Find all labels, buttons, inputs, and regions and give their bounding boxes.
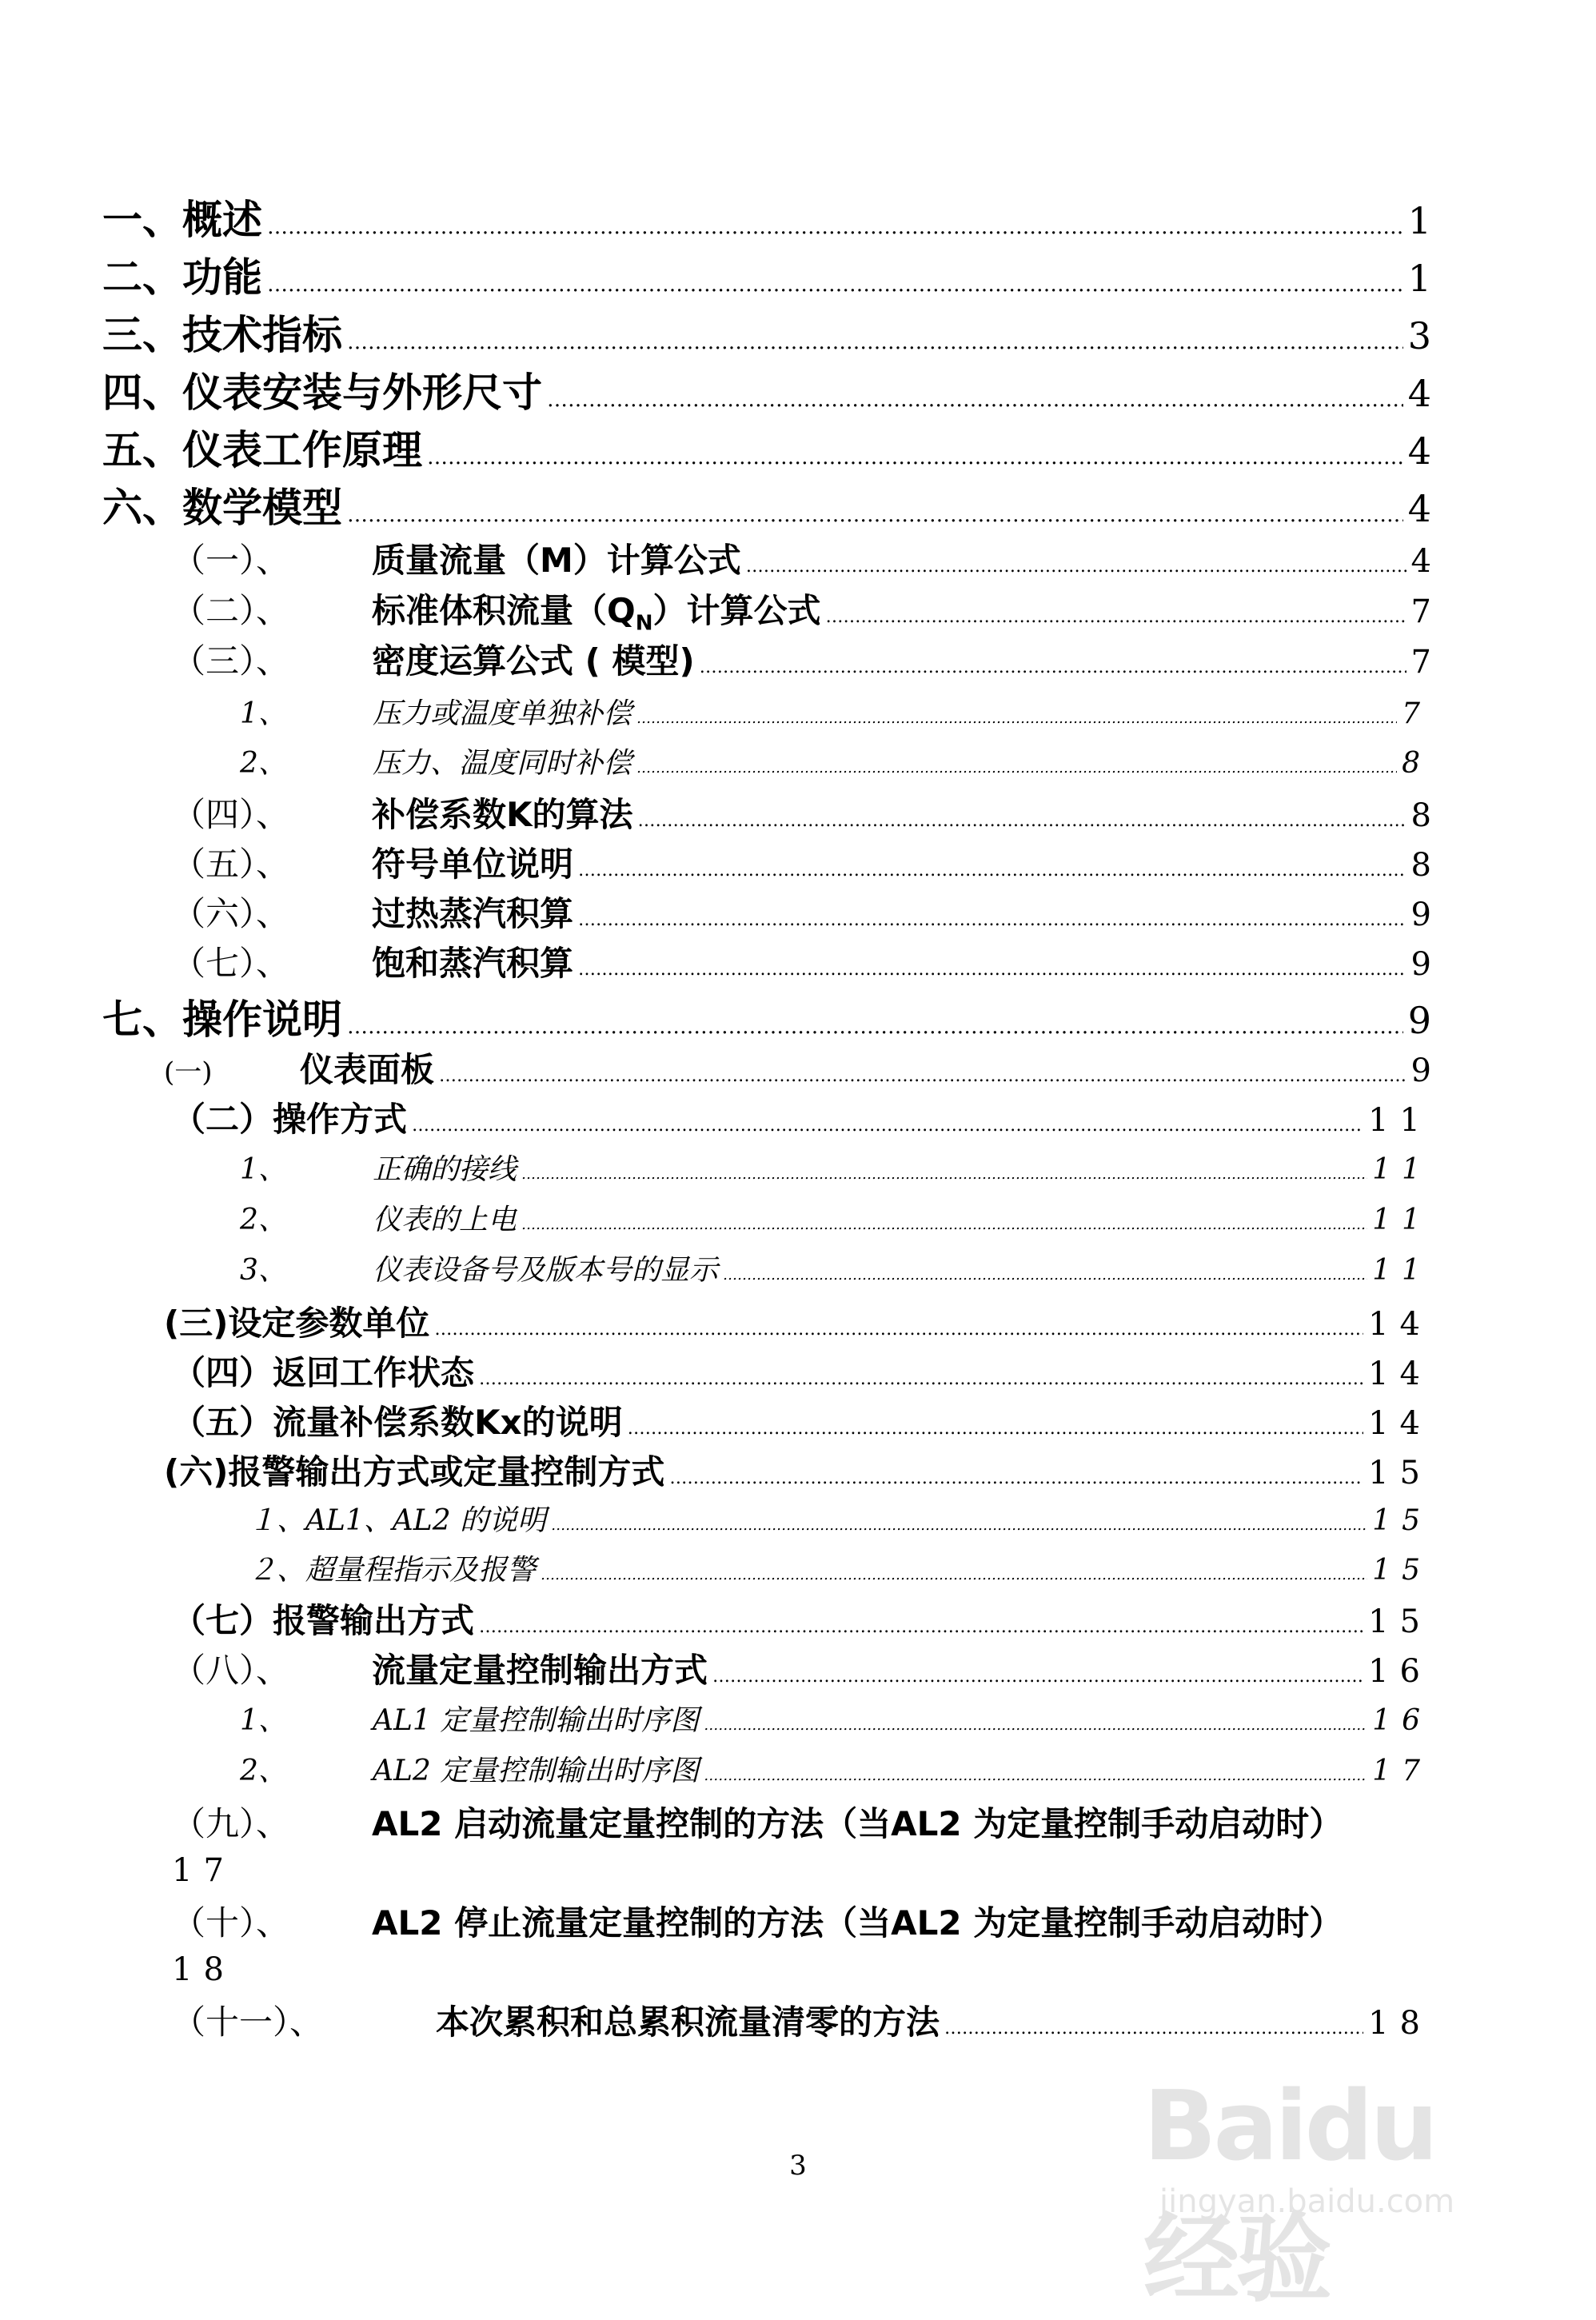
toc-title: 仪表安装与外形尺寸 (182, 369, 542, 416)
dot-leader (826, 607, 1406, 627)
toc-page-number: 7 (1402, 697, 1431, 730)
toc-title: 质量流量（M）计算公式 (372, 541, 741, 580)
dot-leader (578, 960, 1406, 980)
toc-entry-7-1 (164, 1044, 1431, 1093)
toc-title: AL2 定量控制输出时序图 (373, 1755, 700, 1787)
toc-page-number: 11 (1372, 1153, 1431, 1186)
toc-number: 七、 (102, 996, 182, 1043)
dot-leader (712, 1667, 1363, 1687)
toc-page-number: 15 (1372, 1554, 1431, 1587)
dot-leader (578, 910, 1406, 930)
toc-page-number: 17 (1372, 1755, 1431, 1787)
toc-page-number: 8 (1410, 797, 1431, 834)
baidu-watermark (1111, 2055, 1511, 2315)
dot-leader (944, 2019, 1363, 2038)
toc-entry-7-5 (172, 1396, 1431, 1446)
toc-entry-7-8-2 (240, 1748, 1431, 1793)
toc-page-number: 14 (1368, 1356, 1431, 1392)
toc-page-number: 11 (1372, 1204, 1431, 1236)
dot-leader (669, 1468, 1363, 1488)
dot-leader (347, 1015, 1403, 1039)
toc-page-number: 17 (172, 1852, 235, 1889)
toc-title: １、AL1、AL2 的说明 (248, 1504, 547, 1537)
toc-entry-6-1 (172, 534, 1431, 584)
dot-leader (746, 557, 1406, 577)
toc-page-number: 7 (1410, 644, 1431, 681)
toc-title: 仪表设备号及版本号的显示 (373, 1254, 719, 1287)
toc-title: 概述 (182, 197, 262, 243)
toc-number: 三、 (102, 312, 182, 358)
toc-entry-6-5 (172, 838, 1431, 888)
toc-entry-6-3 (172, 635, 1431, 685)
toc-entry-6-3-2 (240, 741, 1431, 785)
toc-number: 一、 (102, 197, 182, 243)
dot-leader (479, 1369, 1363, 1389)
toc-entry-6-6 (172, 888, 1431, 937)
toc-entry-7-9 (172, 1798, 1451, 1889)
toc-entry-4 (102, 361, 1431, 418)
toc-page-number: 11 (1368, 1102, 1431, 1139)
toc-title: 技术指标 (182, 312, 342, 358)
toc-title: 正确的接线 (373, 1153, 517, 1186)
toc-entry-7-2-3 (240, 1248, 1431, 1292)
toc-title: 压力或温度单独补偿 (373, 697, 632, 730)
dot-leader (439, 1066, 1406, 1086)
dot-leader (427, 445, 1403, 469)
dot-leader (700, 657, 1406, 677)
toc-entry-6-4 (172, 789, 1431, 838)
toc-entry-6 (102, 476, 1431, 533)
toc-page-number: 14 (1368, 1306, 1431, 1343)
dot-leader (434, 1320, 1363, 1340)
toc-page-number: 7 (1410, 593, 1431, 630)
toc-number: 1、 (240, 697, 287, 730)
toc-page-number: 3 (1407, 314, 1431, 357)
toc-entry-7 (102, 988, 1431, 1045)
toc-entry-6-2 (172, 585, 1431, 634)
toc-title: （四）返回工作状态 (172, 1353, 475, 1392)
toc-title: （五）流量补偿系数Kx的说明 (172, 1403, 623, 1442)
toc-entry-7-2 (172, 1093, 1431, 1143)
toc-entry-7-8 (172, 1644, 1431, 1694)
toc-number: 1、 (240, 1153, 287, 1186)
toc-entry-7-11 (172, 1996, 1431, 2046)
toc-page-number: 15 (1368, 1603, 1431, 1640)
toc-number: 四、 (102, 369, 182, 416)
toc-entry-7-7 (172, 1595, 1431, 1644)
toc-title: （七）报警输出方式 (172, 1601, 475, 1640)
dot-leader (636, 760, 1397, 777)
toc-title: 功能 (182, 254, 262, 301)
dot-leader (479, 1617, 1363, 1637)
toc-page-number: 15 (1372, 1504, 1431, 1537)
dot-leader (541, 1567, 1367, 1583)
toc-title: 补偿系数K的算法 (372, 795, 633, 834)
toc-number: （十）、 (172, 1903, 290, 1943)
toc-title: (六)报警输出方式或定量控制方式 (164, 1452, 665, 1491)
toc-title: 标准体积流量$(Q_N)$计算公式 (372, 591, 821, 636)
toc-number: （五）、 (172, 845, 290, 884)
toc-page-number: 1 (1407, 257, 1431, 300)
dot-leader (704, 1717, 1367, 1734)
toc-title: (三)设定参数单位 (164, 1304, 430, 1343)
toc-entry-7-2-2 (240, 1197, 1431, 1242)
dot-leader (267, 215, 1403, 239)
toc-title: 数学模型 (182, 485, 342, 531)
watermark-brand: Baidu经验 (1143, 2071, 1435, 2315)
toc-title: 密度运算公式 ( 模型) (372, 641, 695, 681)
toc-page-number: 9 (1407, 999, 1431, 1042)
toc-entry-7-6-1 (248, 1498, 1431, 1543)
toc-number: 2、 (240, 747, 287, 780)
dot-leader (551, 1517, 1367, 1534)
dot-leader (267, 273, 1403, 297)
toc-page-number: 4 (1410, 543, 1431, 580)
toc-number: 2、 (240, 1755, 287, 1787)
toc-page-number: 16 (1368, 1653, 1431, 1690)
toc-title: AL2 停止流量定量控制的方法（当AL2 为定量控制手动启动时） (372, 1903, 1343, 1943)
dot-leader (704, 1767, 1367, 1784)
toc-entry-5 (102, 418, 1431, 476)
toc-entry-6-7 (172, 937, 1431, 987)
toc-title: 本次累积和总累积流量清零的方法 (436, 2003, 940, 2042)
toc-number: 六、 (102, 485, 182, 531)
toc-page-number: 16 (1372, 1704, 1431, 1737)
toc-entry-3 (102, 303, 1431, 361)
toc-title: AL1 定量控制输出时序图 (373, 1704, 700, 1737)
toc-number: 3、 (240, 1254, 287, 1287)
dot-leader (628, 1419, 1363, 1439)
toc-title: 饱和蒸汽积算 (372, 944, 574, 983)
toc-entry-7-6 (164, 1446, 1431, 1495)
toc-title: 仪表面板 (300, 1050, 435, 1089)
toc-number: （八）、 (172, 1651, 290, 1690)
toc-page-number: 9 (1410, 896, 1431, 933)
toc-number: （七）、 (172, 944, 290, 983)
toc-title: 仪表的上电 (373, 1204, 517, 1236)
toc-page-number: 9 (1410, 1052, 1431, 1089)
toc-entry-7-6-2 (248, 1547, 1431, 1592)
watermark-site: jingyan.baidu.com (1159, 2183, 1455, 2220)
toc-page-number: 18 (172, 1951, 235, 1988)
dot-leader (521, 1166, 1367, 1183)
dot-leader (347, 503, 1403, 527)
toc-page-number: 4 (1407, 429, 1431, 473)
toc-page-number: 14 (1368, 1405, 1431, 1442)
toc-number: （四）、 (172, 795, 290, 834)
toc-number: （九）、 (172, 1804, 290, 1843)
dot-leader (347, 330, 1403, 354)
toc-number: （三）、 (172, 641, 290, 681)
toc-title: 操作说明 (182, 996, 342, 1043)
dot-leader (578, 861, 1406, 880)
dot-leader (547, 388, 1403, 412)
dot-leader (636, 710, 1397, 727)
toc-page-number: 1 (1407, 199, 1431, 242)
toc-number: 2、 (240, 1204, 287, 1236)
toc-title: 流量定量控制输出方式 (372, 1651, 708, 1690)
toc-entry-2 (102, 246, 1431, 303)
dot-leader (521, 1216, 1367, 1233)
toc-entry-7-2-1 (240, 1147, 1431, 1192)
toc-number: 1、 (240, 1704, 287, 1737)
toc-page-number: 15 (1368, 1455, 1431, 1491)
toc-page-number: 8 (1410, 847, 1431, 884)
toc-page-number: 18 (1368, 2005, 1431, 2042)
toc-title: ２、超量程指示及报警 (248, 1554, 537, 1587)
toc-title: 符号单位说明 (372, 845, 574, 884)
toc-entry-7-10 (172, 1897, 1451, 1988)
toc-number: （六）、 (172, 894, 290, 933)
toc-entry-7-8-1 (240, 1698, 1431, 1743)
toc-entry-6-3-1 (240, 691, 1431, 736)
toc-title: 过热蒸汽积算 (372, 894, 574, 933)
toc-page-number: 4 (1407, 372, 1431, 415)
toc-title: 压力、温度同时补偿 (373, 747, 632, 780)
toc-title: 仪表工作原理 (182, 427, 422, 473)
toc-page-number: 9 (1410, 946, 1431, 983)
toc-title: （二）操作方式 (172, 1100, 408, 1139)
toc-number: （十一）、 (172, 2003, 324, 2042)
toc-page-number: 8 (1402, 747, 1431, 780)
toc-number: (一) (164, 1056, 213, 1088)
toc-number: （二）、 (172, 591, 290, 630)
toc-number: 五、 (102, 427, 182, 473)
toc-number: （一）、 (172, 541, 290, 580)
toc-title: AL2 启动流量定量控制的方法（当AL2 为定量控制手动启动时） (372, 1804, 1343, 1843)
dot-leader (638, 811, 1406, 831)
toc-page-number: 11 (1372, 1254, 1431, 1287)
toc-entry-7-4 (172, 1347, 1431, 1396)
dot-leader (412, 1116, 1363, 1136)
toc-entry-7-3 (164, 1297, 1431, 1347)
toc-number: 二、 (102, 254, 182, 301)
toc-entry-1 (102, 188, 1431, 246)
page-number: 3 (789, 2150, 807, 2182)
dot-leader (723, 1267, 1367, 1284)
toc-page-number: 4 (1407, 487, 1431, 530)
